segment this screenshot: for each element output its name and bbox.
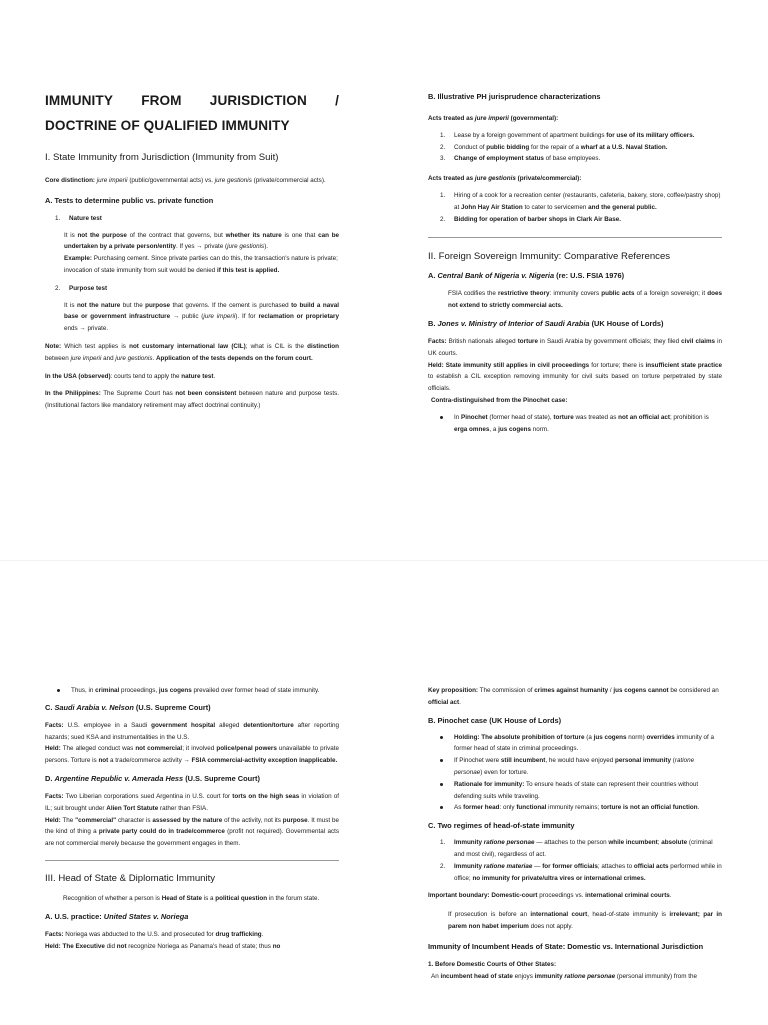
- nelson-held: Held: The alleged conduct was not commercial; it involved police/penal powers unavailable to private persons. Torture is not a trade/commerce activity → FSIA commercial-activity exception inapplicable.: [45, 745, 340, 765]
- nature-test-text: It is not the purpose of the contract that governs, but whether its nature is one that can be undertaken by a private person/entity. If yes → private (jure gestionis).: [64, 231, 340, 251]
- title-word: /: [335, 93, 339, 108]
- boundary-paragraph: If prosecution is before an international court, head-of-state immunity is irrelevant; par in parem non habet imperium does not apply.: [448, 911, 723, 930]
- list-item: In Pinochet (former head of state), torture was treated as not an official act; prohibition is erga omnes, a jus cogens norm.: [428, 412, 722, 436]
- list-item: 1. Lease by a foreign government of apartment buildings for use of its military officers.: [440, 131, 695, 139]
- noriega-facts: Facts: Noriega was abducted to the U.S. and prosecuted for drug trafficking.: [45, 930, 264, 938]
- title-line-2: DOCTRINE OF QUALIFIED IMMUNITY: [45, 118, 290, 133]
- fsia-text: FSIA codifies the restrictive theory: immunity covers public acts of a foreign sovereign; it does not extend to strictly commercial acts.: [448, 290, 722, 310]
- nature-test-example: Example: Purchasing cement. Since private parties can do this, the transaction's nature is private; invocation of state immunity from suit would be denied if this test is applied.: [64, 255, 338, 274]
- nelson-heading: C. Saudi Arabia v. Nelson (U.S. Supreme Court): [45, 702, 211, 712]
- key-proposition: Key proposition: The commission of crimes against humanity / jus cogens cannot be considered an official act.: [428, 687, 719, 706]
- fsia-heading: A. Central Bank of Nigeria v. Nigeria (re: U.S. FSIA 1976): [428, 271, 625, 281]
- amerada-held: Held: The "commercial" character is assessed by the nature of the activity, not its purpose. It must be the kind of thing a private party could do in trade/commerce (profit not required). Governmental acts are not commercial merely because the government engages in them.: [45, 816, 339, 848]
- list-item: 2. Bidding for operation of barber shops in Clark Air Base.: [440, 215, 622, 223]
- list-item: 2. Purpose test: [55, 284, 108, 292]
- gestionis-list: [428, 190, 722, 225]
- list-item: As former head: only functional immunity remains; torture is not an official function.: [440, 802, 722, 814]
- divider: [428, 237, 722, 238]
- page-2: [0, 560, 768, 1025]
- noriega-held: Held: The Executive did not recognize Noriega as Panama's head of state; thus no: [45, 942, 281, 950]
- recognition-paragraph: Recognition of whether a person is Head of State is a political question in the forum state.: [63, 894, 320, 902]
- noriega-heading: A. U.S. practice: United States v. Noriega: [45, 911, 189, 921]
- document-title: [45, 88, 339, 138]
- section-heading-2: II. Foreign Sovereign Immunity: Comparative References: [428, 251, 671, 263]
- page-1-right-column: [428, 91, 722, 435]
- title-word: FROM: [141, 93, 182, 108]
- gestionis-heading: Acts treated as jure gestionis (private/commercial):: [428, 175, 582, 183]
- list-item: 3. Change of employment status of base employees.: [440, 155, 601, 163]
- page-2-right-column: [428, 685, 722, 982]
- boundary-label: Important boundary: Domestic-court proceedings vs. international criminal courts.: [428, 892, 672, 900]
- note-paragraph: Note: Which test applies is not customary international law (CIL); what is CIL is the distinction between jure imperii and jure gestionis. Application of the tests depends on the forum court.: [45, 342, 340, 362]
- purpose-test-text: It is not the nature but the purpose that governs. If the cement is purchased to build a naval base or government infrastructure → public (jure imperii). If for reclamation or proprietary ends → private.: [64, 301, 339, 333]
- bullet-icon: [440, 783, 443, 786]
- jones-held: Held: State immunity still applies in civil proceedings for torture; there is insufficient state practice to establish a CIL exception removing immunity for civil suits based on torture perpetrated by state officials.: [428, 361, 723, 393]
- pinochet-list: [428, 732, 722, 815]
- domestic-courts-label: 1. Before Domestic Courts of Other States:: [428, 960, 557, 968]
- ph-jurisprudence-heading: B. Illustrative PH jurisprudence characterizations: [428, 92, 601, 101]
- bullet-icon: [57, 689, 60, 692]
- jones-facts: Facts: British nationals alleged torture in Saudi Arabia by government officials; they filed civil claims in UK courts.: [428, 337, 722, 357]
- title-word: JURISDICTION: [209, 93, 307, 108]
- tests-heading: A. Tests to determine public vs. private function: [45, 195, 214, 205]
- list-item: 1. Nature test: [55, 214, 102, 222]
- regimes-heading: C. Two regimes of head-of-state immunity: [428, 821, 575, 831]
- regimes-list: [428, 837, 722, 884]
- contra-label: Contra-distinguished from the Pinochet case:: [431, 396, 568, 404]
- ph-paragraph: In the Philippines: The Supreme Court has not been consistent between nature and purpose tests. (Institutional factors like mandatory retirement may affect doctrinal continuity.): [45, 390, 339, 410]
- list-item: Thus, in criminal proceedings, jus cogens prevailed over former head of state immunity.: [45, 685, 339, 697]
- title-word: IMMUNITY: [45, 93, 114, 108]
- list-item: 2. Conduct of public bidding for the repair of a wharf at a U.S. Naval Station.: [440, 143, 668, 151]
- list-item: Holding: The absolute prohibition of torture (a jus cogens norm) overrides immunity of a former head of state in criminal proceedings.: [440, 732, 722, 756]
- section-heading-3: III. Head of State & Diplomatic Immunity: [45, 872, 216, 884]
- nelson-facts: Facts: U.S. employee in a Saudi government hospital alleged detention/torture after reporting hazards; sued KSA and instrumentalities in the U.S.: [45, 721, 339, 741]
- imperii-heading: Acts treated as jure imperii (governmental):: [428, 115, 559, 122]
- test-label: Purpose test: [69, 284, 108, 292]
- amerada-facts: Facts: Two Liberian corporations sued Argentina in U.S. court for torts on the high seas in violation of IL; suit brought under Alien Tort Statute rather than FSIA.: [45, 792, 339, 812]
- label: Core distinction:: [45, 177, 96, 184]
- list-item: 1. Hiring of a cook for a recreation center (restaurants, cafeteria, bakery, store, coffee/pastry shop) at John Hay Air Station to cater to servicemen and the general public.: [440, 191, 721, 211]
- jones-heading: B. Jones v. Ministry of Interior of Saudi Arabia (UK House of Lords): [428, 318, 664, 328]
- amerada-heading: D. Argentine Republic v. Amerada Hess (U.S. Supreme Court): [45, 773, 260, 783]
- page-2-left-column: [45, 685, 339, 952]
- page-1-left-column: [45, 88, 339, 412]
- bullet-icon: [440, 806, 443, 809]
- list-item: Rationale for immunity: To ensure heads of state can represent their countries without defending suits while traveling.: [440, 779, 722, 803]
- bullet-icon: [440, 736, 443, 739]
- bullet-icon: [440, 759, 443, 762]
- core-distinction: Core distinction: jure imperii (public/governmental acts) vs. jure gestionis (private/commercial acts).: [45, 177, 326, 184]
- list-item: 1. Immunity ratione personae — attaches to the person while incumbent; absolute (criminal and most civil), regardless of act.: [440, 839, 713, 858]
- bullet-icon: [440, 416, 443, 419]
- list-item: 2. Immunity ratione materiae — for former officials; attaches to official acts performed while in office; no immunity for private/ultra vires or international crimes.: [440, 862, 722, 882]
- pinochet-heading: B. Pinochet case (UK House of Lords): [428, 715, 562, 725]
- incumbent-heading: Immunity of Incumbent Heads of State: Domestic vs. International Jurisdiction: [428, 941, 704, 951]
- section-heading-1: I. State Immunity from Jurisdiction (Immunity from Suit): [45, 152, 279, 163]
- imperii-list: [428, 130, 722, 165]
- test-label: Nature test: [69, 214, 102, 222]
- domestic-courts-text: An incumbent head of state enjoys immunity ratione personae (personal immunity) from the: [431, 972, 697, 980]
- list-item: If Pinochet were still incumbent, he would have enjoyed personal immunity (ratione personae) even for torture.: [440, 755, 722, 779]
- usa-paragraph: In the USA (observed): courts tend to apply the nature test.: [45, 372, 216, 380]
- divider: [45, 860, 339, 861]
